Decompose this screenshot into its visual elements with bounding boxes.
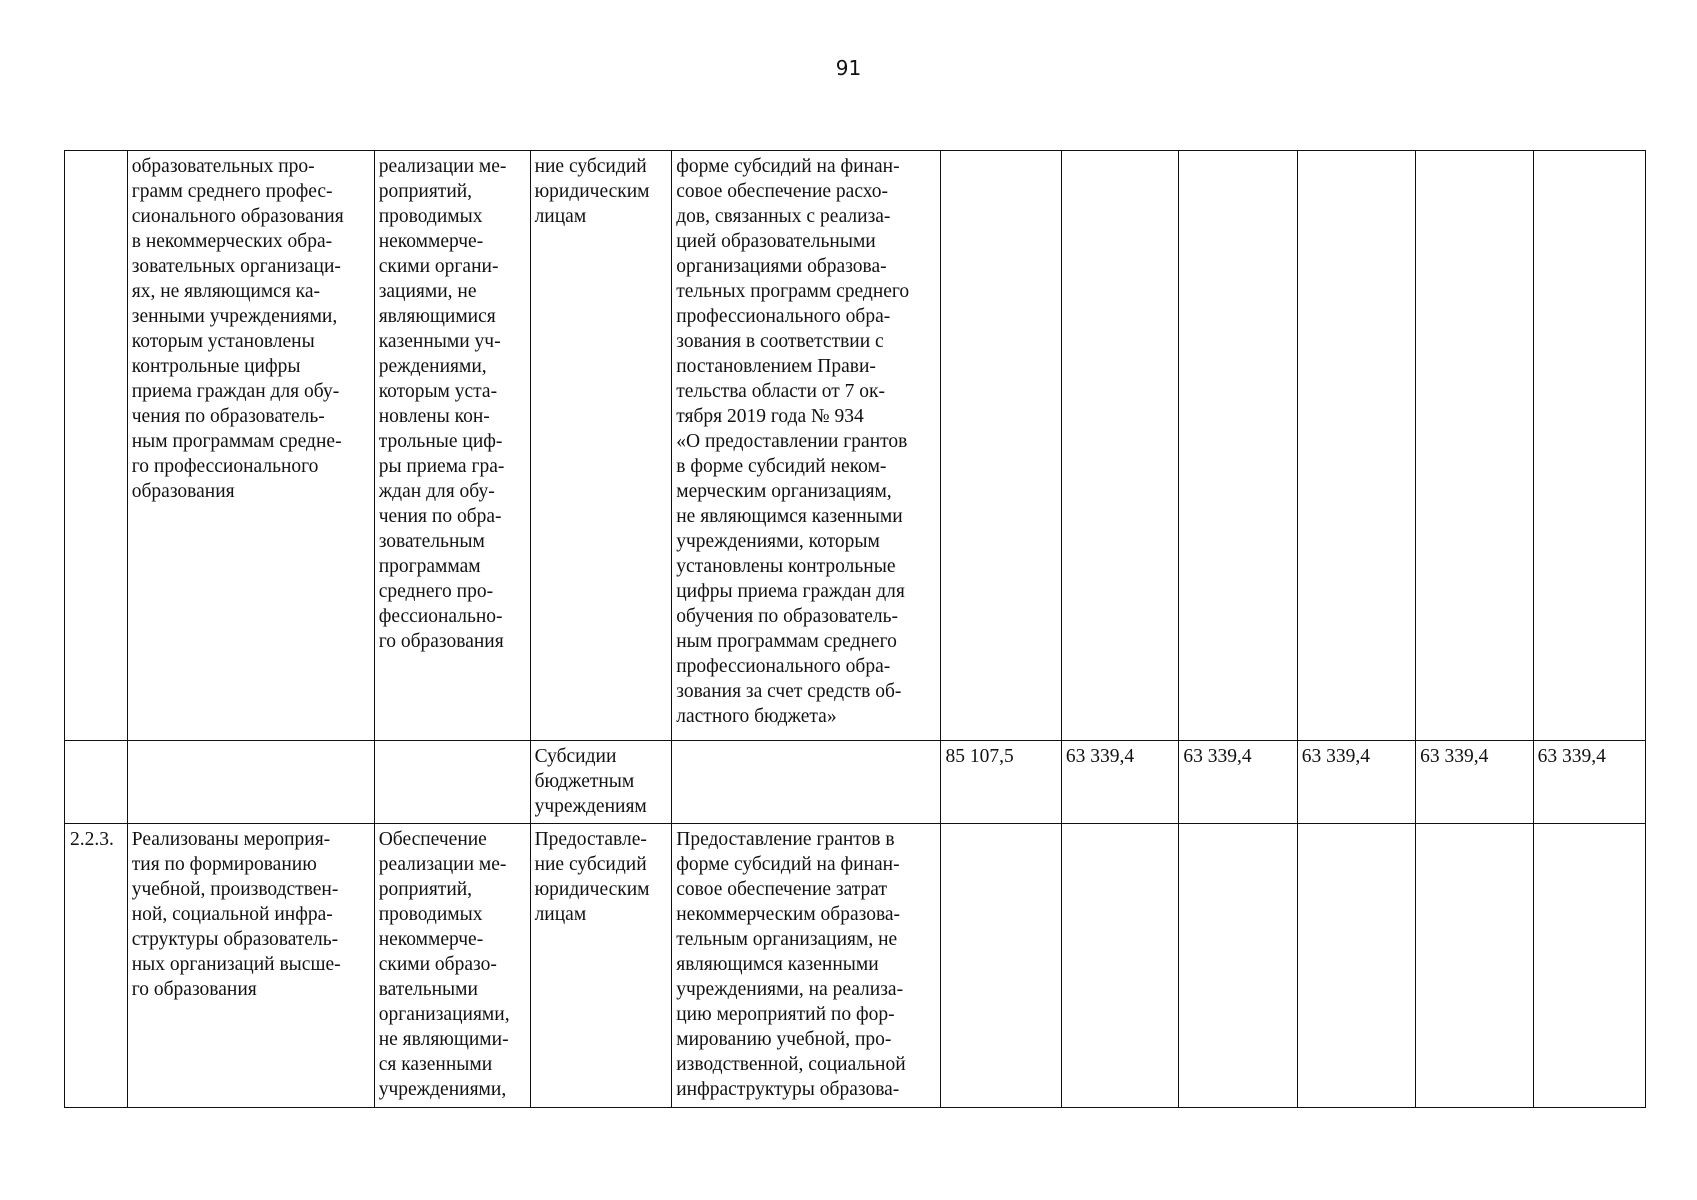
row-number-cell: 2.2.3. xyxy=(65,824,128,1108)
value-cell xyxy=(1533,151,1645,741)
row-number-cell xyxy=(65,151,128,741)
table-row xyxy=(65,151,1646,741)
page-number: 91 xyxy=(835,56,862,80)
value-cell xyxy=(1061,824,1178,1108)
description-cell: Предоставление грантов в форме субсидий на финан- совое обеспечение затрат некоммерческим образова- тельным организациям, не являющимся казенными учреждениями, на реализа- цию мероприятий по фор- мированию учебной, про- изводственной, социальной инфраструктуры образова- xyxy=(672,824,941,1108)
value-cell: 63 339,4 xyxy=(1179,741,1297,824)
value-cell xyxy=(1416,151,1533,741)
result-name-cell xyxy=(127,741,374,824)
budget-table xyxy=(64,150,1646,1108)
value-cell xyxy=(1533,824,1645,1108)
table-row xyxy=(65,741,1646,824)
value-cell xyxy=(941,824,1061,1108)
event-name-cell: Обеспечение реализации ме- роприятий, проводимых некоммерче- скими образо- вательными организациями, не являющими- ся казенными учреждениями, xyxy=(374,824,530,1108)
expense-type-cell: Субсидии бюджетным учреждениям xyxy=(530,741,672,824)
expense-type-cell: ние субсидий юридическим лицам xyxy=(530,151,672,741)
event-name-cell: реализации ме- роприятий, проводимых некоммерче- скими органи- зациями, не являющимися казенными уч- реждениями, которым уста- новлены кон- трольные циф- ры приема гра- ждан для обу- чения по обра- зовательным программам среднего про- фессионально- го образования xyxy=(374,151,530,741)
value-cell xyxy=(941,151,1061,741)
value-cell: 85 107,5 xyxy=(941,741,1061,824)
result-name-cell: образовательных про- грамм среднего профес- сионального образования в некоммерческих обра- зовательных организаци- ях, не являющимся ка- зенными учреждениями, которым установлены контрольные цифры приема граждан для обу- чения по образователь- ным программам средне- го профессионального образования xyxy=(127,151,374,741)
description-cell: форме субсидий на финан- совое обеспечение расхо- дов, связанных с реализа- цией образовательными организациями образова- тельных программ среднего профессионального обра- зования в соответствии с постановлением Прави- тельства области от 7 ок- тября 2019 года № 934 «О предоставлении грантов в форме субсидий неком- мерческим организациям, не являющимся казенными учреждениями, которым установлены контрольные цифры приема граждан для обучения по образователь- ным программам среднего профессионального обра- зования за счет средств об- ластного бюджета» xyxy=(672,151,941,741)
value-cell xyxy=(1179,824,1297,1108)
value-cell xyxy=(1416,824,1533,1108)
result-name-cell: Реализованы мероприя- тия по формированию учебной, производствен- ной, социальной инфра- структуры образователь- ных организаций высше- го образования xyxy=(127,824,374,1108)
value-cell: 63 339,4 xyxy=(1533,741,1645,824)
expense-type-cell: Предоставле- ние субсидий юридическим лицам xyxy=(530,824,672,1108)
row-number-cell xyxy=(65,741,128,824)
value-cell xyxy=(1297,151,1415,741)
value-cell: 63 339,4 xyxy=(1416,741,1533,824)
table-row xyxy=(65,824,1646,1108)
value-cell xyxy=(1179,151,1297,741)
value-cell xyxy=(1297,824,1415,1108)
event-name-cell xyxy=(374,741,530,824)
value-cell: 63 339,4 xyxy=(1297,741,1415,824)
value-cell xyxy=(1061,151,1178,741)
value-cell: 63 339,4 xyxy=(1061,741,1178,824)
description-cell xyxy=(672,741,941,824)
